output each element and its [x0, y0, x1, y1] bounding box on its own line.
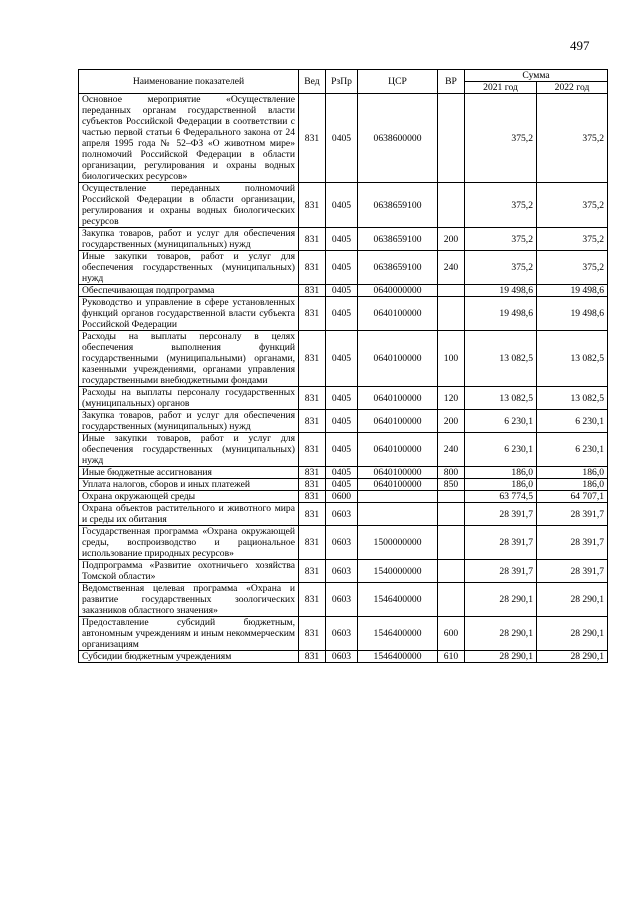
table-row	[79, 387, 608, 410]
cell-name: Закупка товаров, работ и услуг для обеспечения государственных (муниципальных) нужд	[79, 410, 299, 433]
cell-vr: 120	[438, 387, 465, 410]
cell-sum-2021: 28 391,7	[465, 503, 537, 526]
cell-name: Расходы на выплаты персоналу в целях обеспечения выполнения функций государственными (муниципальными) органами, казенными учреждениями, органами управления государственными внебюджетными фондами	[79, 331, 299, 387]
header-rzpr: РзПр	[326, 70, 358, 94]
cell-csr: 0640100000	[358, 331, 438, 387]
cell-rzpr: 0405	[326, 285, 358, 297]
cell-vr	[438, 491, 465, 503]
cell-sum-2021: 186,0	[465, 467, 537, 479]
cell-sum-2022: 28 290,1	[537, 651, 608, 663]
cell-csr: 1500000000	[358, 526, 438, 560]
cell-sum-2022: 28 391,7	[537, 526, 608, 560]
cell-name: Закупка товаров, работ и услуг для обеспечения государственных (муниципальных) нужд	[79, 228, 299, 251]
cell-ved: 831	[299, 467, 326, 479]
cell-ved: 831	[299, 387, 326, 410]
cell-sum-2021: 186,0	[465, 479, 537, 491]
cell-csr: 0640100000	[358, 479, 438, 491]
header-sum: Сумма	[465, 70, 608, 82]
cell-sum-2022: 28 290,1	[537, 583, 608, 617]
cell-ved: 831	[299, 617, 326, 651]
cell-csr: 1540000000	[358, 560, 438, 583]
cell-csr	[358, 503, 438, 526]
table-body	[79, 94, 608, 663]
cell-vr: 600	[438, 617, 465, 651]
cell-name: Основное мероприятие «Осуществление переданных органам государственной власти субъектов Российской Федерации в соответствии с частью первой статьи 6 Федерального закона от 24 апреля 1995 года № 52–ФЗ «О животном мире» полномочий Российской Федерации в области организации, регулирования и охраны водных биологических ресурсов»	[79, 94, 299, 183]
cell-csr: 0638659100	[358, 183, 438, 228]
cell-ved: 831	[299, 183, 326, 228]
cell-rzpr: 0405	[326, 433, 358, 467]
cell-sum-2021: 19 498,6	[465, 285, 537, 297]
cell-csr: 0640100000	[358, 433, 438, 467]
cell-vr: 200	[438, 228, 465, 251]
cell-vr	[438, 560, 465, 583]
cell-name: Иные закупки товаров, работ и услуг для обеспечения государственных (муниципальных) нужд	[79, 433, 299, 467]
table-row	[79, 651, 608, 663]
cell-sum-2022: 6 230,1	[537, 433, 608, 467]
cell-name: Руководство и управление в сфере установленных функций органов государственной власти субъекта Российской Федерации	[79, 297, 299, 331]
cell-ved: 831	[299, 251, 326, 285]
cell-sum-2021: 28 290,1	[465, 617, 537, 651]
cell-sum-2022: 19 498,6	[537, 297, 608, 331]
cell-sum-2021: 375,2	[465, 228, 537, 251]
header-ved: Вед	[299, 70, 326, 94]
cell-rzpr: 0603	[326, 617, 358, 651]
cell-ved: 831	[299, 503, 326, 526]
cell-rzpr: 0405	[326, 387, 358, 410]
cell-ved: 831	[299, 410, 326, 433]
table-row	[79, 94, 608, 183]
cell-vr: 240	[438, 251, 465, 285]
cell-csr: 1546400000	[358, 617, 438, 651]
cell-csr: 0638659100	[358, 228, 438, 251]
cell-csr: 0640000000	[358, 285, 438, 297]
table-row	[79, 583, 608, 617]
cell-vr	[438, 503, 465, 526]
cell-name: Охрана объектов растительного и животного мира и среды их обитания	[79, 503, 299, 526]
cell-name: Ведомственная целевая программа «Охрана и развитие государственных зоологических заказников областного значения»	[79, 583, 299, 617]
cell-rzpr: 0405	[326, 467, 358, 479]
cell-sum-2021: 375,2	[465, 251, 537, 285]
cell-rzpr: 0603	[326, 526, 358, 560]
cell-csr	[358, 491, 438, 503]
cell-sum-2021: 375,2	[465, 94, 537, 183]
header-csr: ЦСР	[358, 70, 438, 94]
cell-csr: 0640100000	[358, 467, 438, 479]
table-header	[79, 70, 608, 94]
cell-ved: 831	[299, 297, 326, 331]
cell-csr: 0640100000	[358, 410, 438, 433]
table-row	[79, 433, 608, 467]
table-row	[79, 560, 608, 583]
cell-name: Уплата налогов, сборов и иных платежей	[79, 479, 299, 491]
cell-rzpr: 0405	[326, 94, 358, 183]
table-row	[79, 331, 608, 387]
table-row	[79, 479, 608, 491]
cell-sum-2022: 28 290,1	[537, 617, 608, 651]
page-number: 497	[570, 38, 590, 53]
cell-name: Расходы на выплаты персоналу государственных (муниципальных) органов	[79, 387, 299, 410]
cell-sum-2022: 64 707,1	[537, 491, 608, 503]
table-row	[79, 491, 608, 503]
cell-ved: 831	[299, 285, 326, 297]
cell-name: Иные закупки товаров, работ и услуг для обеспечения государственных (муниципальных) нужд	[79, 251, 299, 285]
cell-ved: 831	[299, 94, 326, 183]
cell-csr: 0640100000	[358, 297, 438, 331]
header-2022: 2022 год	[537, 82, 608, 94]
cell-sum-2021: 13 082,5	[465, 331, 537, 387]
cell-csr: 1546400000	[358, 651, 438, 663]
cell-rzpr: 0603	[326, 583, 358, 617]
cell-sum-2022: 375,2	[537, 228, 608, 251]
header-name: Наименование показателей	[79, 70, 299, 94]
cell-ved: 831	[299, 560, 326, 583]
cell-ved: 831	[299, 433, 326, 467]
cell-rzpr: 0603	[326, 651, 358, 663]
cell-sum-2022: 28 391,7	[537, 503, 608, 526]
cell-vr	[438, 285, 465, 297]
table-row	[79, 526, 608, 560]
cell-vr	[438, 583, 465, 617]
cell-vr	[438, 94, 465, 183]
cell-name: Государственная программа «Охрана окружающей среды, воспроизводство и рациональное использование природных ресурсов»	[79, 526, 299, 560]
table-row	[79, 285, 608, 297]
cell-ved: 831	[299, 583, 326, 617]
cell-name: Подпрограмма «Развитие охотничьего хозяйства Томской области»	[79, 560, 299, 583]
cell-name: Обеспечивающая подпрограмма	[79, 285, 299, 297]
cell-vr	[438, 297, 465, 331]
table-row	[79, 503, 608, 526]
cell-sum-2022: 375,2	[537, 251, 608, 285]
cell-sum-2021: 28 391,7	[465, 526, 537, 560]
cell-vr: 850	[438, 479, 465, 491]
cell-rzpr: 0405	[326, 479, 358, 491]
cell-name: Осуществление переданных полномочий Российской Федерации в области организации, регулирования и охраны водных биологических ресурсов	[79, 183, 299, 228]
cell-vr	[438, 526, 465, 560]
budget-table	[78, 69, 608, 663]
cell-sum-2022: 375,2	[537, 183, 608, 228]
cell-rzpr: 0405	[326, 251, 358, 285]
cell-sum-2021: 13 082,5	[465, 387, 537, 410]
header-2021: 2021 год	[465, 82, 537, 94]
cell-sum-2022: 375,2	[537, 94, 608, 183]
cell-sum-2021: 19 498,6	[465, 297, 537, 331]
cell-vr: 800	[438, 467, 465, 479]
cell-ved: 831	[299, 331, 326, 387]
cell-sum-2021: 28 290,1	[465, 651, 537, 663]
cell-name: Иные бюджетные ассигнования	[79, 467, 299, 479]
cell-sum-2021: 6 230,1	[465, 410, 537, 433]
cell-csr: 1546400000	[358, 583, 438, 617]
cell-rzpr: 0405	[326, 331, 358, 387]
cell-name: Субсидии бюджетным учреждениям	[79, 651, 299, 663]
cell-sum-2022: 186,0	[537, 467, 608, 479]
cell-sum-2021: 28 290,1	[465, 583, 537, 617]
cell-name: Охрана окружающей среды	[79, 491, 299, 503]
cell-sum-2021: 375,2	[465, 183, 537, 228]
cell-sum-2022: 13 082,5	[537, 331, 608, 387]
cell-ved: 831	[299, 526, 326, 560]
cell-sum-2022: 13 082,5	[537, 387, 608, 410]
table-row	[79, 251, 608, 285]
table-row	[79, 467, 608, 479]
cell-ved: 831	[299, 228, 326, 251]
cell-vr: 100	[438, 331, 465, 387]
table-row	[79, 617, 608, 651]
cell-rzpr: 0405	[326, 297, 358, 331]
cell-vr	[438, 183, 465, 228]
cell-vr: 200	[438, 410, 465, 433]
table-row	[79, 410, 608, 433]
cell-ved: 831	[299, 651, 326, 663]
cell-csr: 0638659100	[358, 251, 438, 285]
header-vr: ВР	[438, 70, 465, 94]
cell-sum-2022: 186,0	[537, 479, 608, 491]
cell-sum-2021: 28 391,7	[465, 560, 537, 583]
cell-sum-2022: 6 230,1	[537, 410, 608, 433]
table-row	[79, 297, 608, 331]
cell-ved: 831	[299, 491, 326, 503]
cell-rzpr: 0600	[326, 491, 358, 503]
cell-rzpr: 0405	[326, 183, 358, 228]
cell-rzpr: 0603	[326, 503, 358, 526]
cell-csr: 0640100000	[358, 387, 438, 410]
cell-name: Предоставление субсидий бюджетным, автономным учреждениям и иным некоммерческим организациям	[79, 617, 299, 651]
cell-sum-2022: 19 498,6	[537, 285, 608, 297]
cell-rzpr: 0603	[326, 560, 358, 583]
cell-ved: 831	[299, 479, 326, 491]
cell-sum-2021: 6 230,1	[465, 433, 537, 467]
cell-sum-2021: 63 774,5	[465, 491, 537, 503]
cell-rzpr: 0405	[326, 410, 358, 433]
cell-vr: 610	[438, 651, 465, 663]
cell-rzpr: 0405	[326, 228, 358, 251]
table-row	[79, 228, 608, 251]
cell-sum-2022: 28 391,7	[537, 560, 608, 583]
cell-vr: 240	[438, 433, 465, 467]
table-row	[79, 183, 608, 228]
cell-csr: 0638600000	[358, 94, 438, 183]
